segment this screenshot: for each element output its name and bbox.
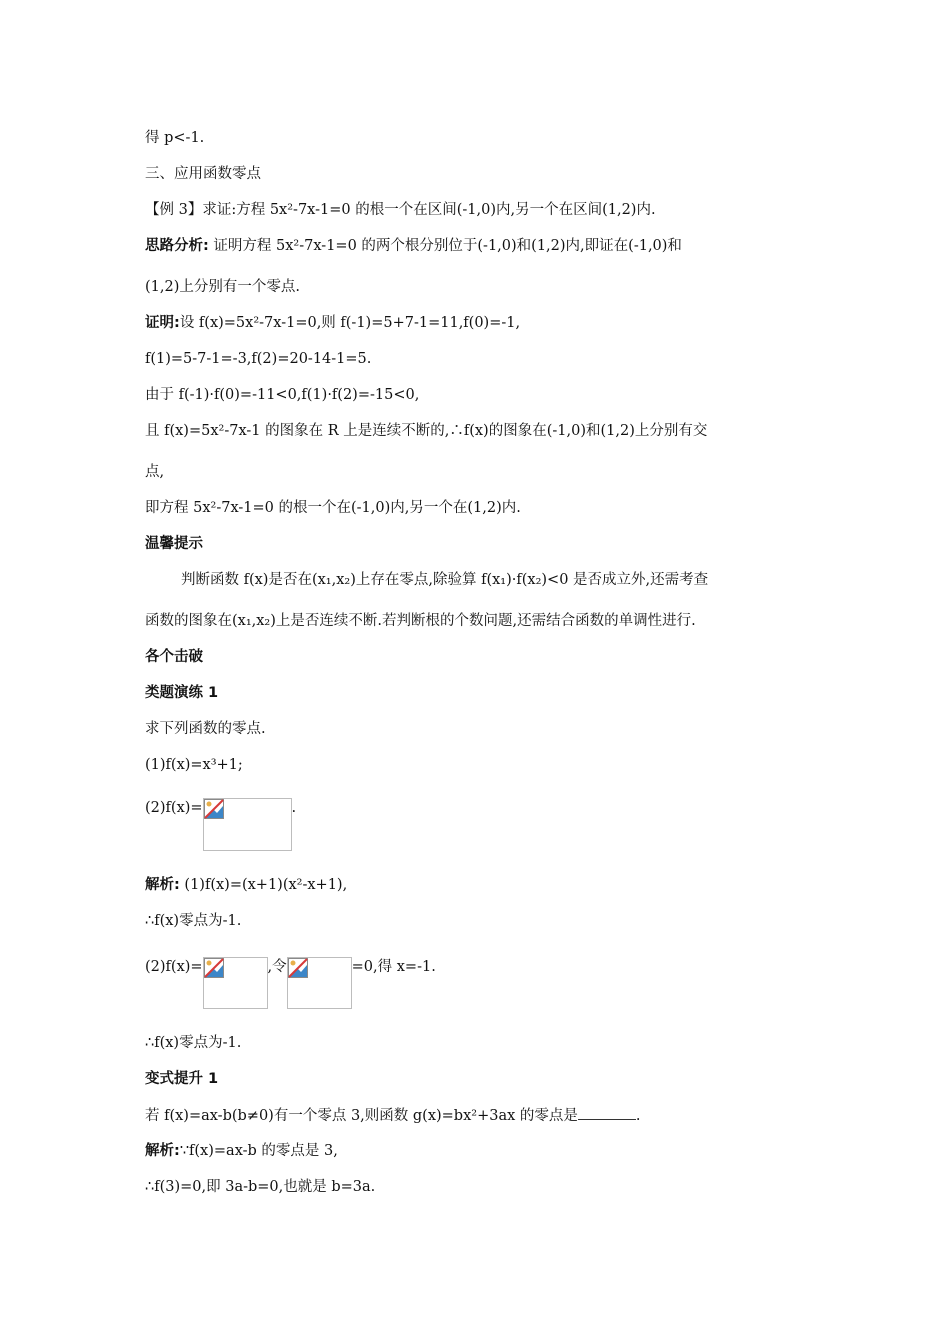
text-line: (1)f(x)=x³+1;: [145, 757, 243, 773]
exercise-heading: 类题演练 1: [145, 685, 219, 701]
broken-image-icon: [204, 799, 224, 819]
text-line: ∴f(x)零点为-1.: [145, 1035, 242, 1051]
proof-label: 证明:: [145, 315, 180, 331]
text-line: ∴f(3)=0,即 3a-b=0,也就是 b=3a.: [145, 1179, 376, 1195]
analysis-label: 思路分析:: [145, 238, 209, 254]
proof-text: 设 f(x)=5x²-7x-1=0,则 f(-1)=5+7-1=11,f(0)=-1,: [179, 315, 521, 331]
text-line: 得 p<-1.: [145, 130, 205, 146]
formula-image: [203, 957, 268, 1009]
section-heading: 各个击破: [145, 649, 203, 665]
solution-text: (1)f(x)=(x+1)(x²-x+1),: [179, 877, 348, 893]
question-text: 若 f(x)=ax-b(b≠0)有一个零点 3,则函数 g(x)=bx²+3ax 的零点是: [145, 1108, 578, 1124]
text-line: 且 f(x)=5x²-7x-1 的图象在 R 上是连续不断的,∴f(x)的图象在(-1,0)和(1,2)上分别有交: [145, 423, 708, 439]
analysis-text: 证明方程 5x²-7x-1=0 的两个根分别位于(-1,0)和(1,2)内,即证在(-1,0)和: [208, 238, 682, 254]
text-line: 即方程 5x²-7x-1=0 的根一个在(-1,0)内,另一个在(1,2)内.: [145, 500, 521, 516]
text-fragment: =0,得 x=-1.: [351, 959, 436, 975]
tip-heading: 温馨提示: [145, 536, 203, 552]
text-line: 点,: [145, 464, 165, 480]
text-line: 求下列函数的零点.: [145, 721, 266, 737]
formula-line: [145, 798, 296, 851]
tip-text: 函数的图象在(x₁,x₂)上是否连续不断.若判断根的个数问题,还需结合函数的单调性进行.: [145, 613, 696, 629]
section-heading: 三、应用函数零点: [145, 166, 261, 182]
example-title: 【例 3】求证:方程 5x²-7x-1=0 的根一个在区间(-1,0)内,另一个在区间(1,2)内.: [145, 202, 656, 218]
tip-text: 判断函数 f(x)是否在(x₁,x₂)上存在零点,除验算 f(x₁)·f(x₂)<0 是否成立外,还需考查: [181, 572, 709, 588]
text-line: (1,2)上分别有一个零点.: [145, 279, 300, 295]
text-fragment: (2)f(x)=: [145, 959, 203, 975]
formula-line: [145, 957, 436, 1009]
exercise-heading: 变式提升 1: [145, 1071, 219, 1087]
broken-image-icon: [204, 958, 224, 978]
text-line: f(1)=5-7-1=-3,f(2)=20-14-1=5.: [145, 351, 372, 367]
question-line: [145, 1105, 641, 1126]
formula-image: [203, 798, 292, 851]
text-fragment: .: [291, 800, 297, 816]
text-fragment: ,令: [267, 959, 287, 975]
solution-label: 解析:: [145, 1143, 180, 1159]
broken-image-icon: [288, 958, 308, 978]
answer-blank: [578, 1105, 636, 1120]
solution-line: [145, 875, 347, 895]
solution-label: 解析:: [145, 877, 180, 893]
analysis-line: [145, 236, 682, 256]
solution-text: ∵f(x)=ax-b 的零点是 3,: [179, 1143, 338, 1159]
text-line: ∴f(x)零点为-1.: [145, 913, 242, 929]
text-fragment: (2)f(x)=: [145, 800, 203, 816]
text-line: 由于 f(-1)·f(0)=-11<0,f(1)·f(2)=-15<0,: [145, 387, 420, 403]
formula-image: [287, 957, 352, 1009]
proof-line: [145, 313, 520, 333]
solution-line: [145, 1141, 338, 1161]
text-fragment: .: [635, 1108, 641, 1124]
